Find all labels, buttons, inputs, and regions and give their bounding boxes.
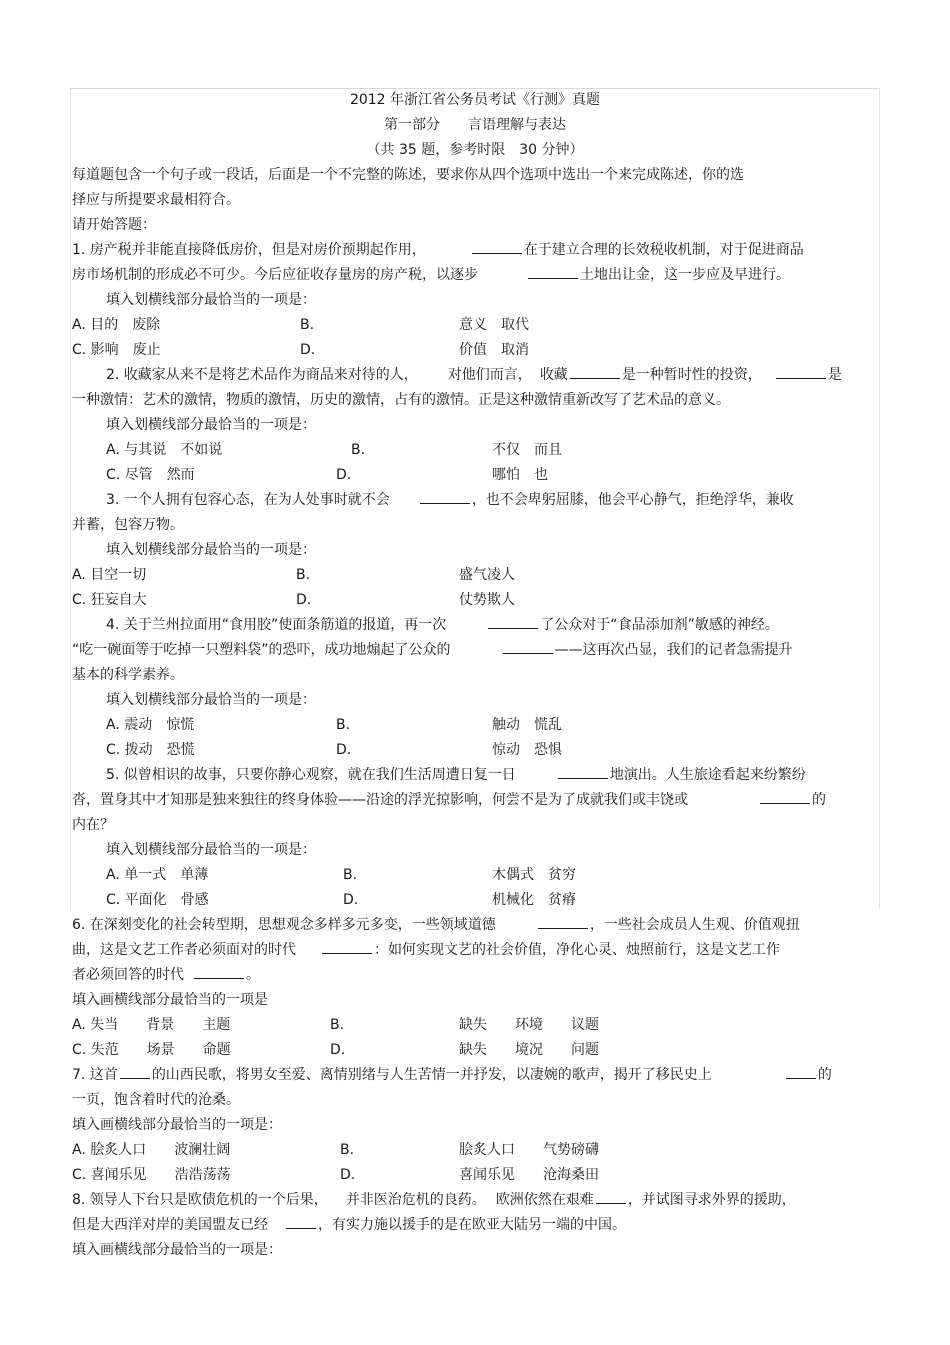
q4-option-c[interactable]: C. 拨动 恐慌 [106, 742, 195, 758]
q3-option-a[interactable]: A. 目空一切 [72, 567, 147, 583]
q3-option-c[interactable]: C. 狂妄自大 [72, 592, 147, 608]
q6-option-a[interactable]: A. 失当 背景 主题 [72, 1017, 231, 1033]
intro-line-1: 每道题包含一个句子或一段话，后面是一个不完整的陈述，要求你从四个选项中选出一个来完成陈述，你的选 [72, 167, 744, 183]
q7-option-c[interactable]: C. 喜闻乐见 浩浩荡荡 [72, 1167, 231, 1183]
q1-option-d-key[interactable]: D. [300, 342, 316, 358]
q2-option-d[interactable]: 哪怕 也 [492, 467, 548, 483]
q4-option-b[interactable]: 触动 慌乱 [492, 717, 562, 733]
q1-option-a[interactable]: A. 目的 废除 [72, 317, 161, 333]
question-3-line-1: 3. 一个人拥有包容心态，在为人处事时就不会 ，也不会卑躬屈膝，他会平心静气，拒绝浮华，兼收 [106, 492, 794, 508]
start-instruction: 请开始答题： [72, 217, 156, 233]
q6-option-b[interactable]: 缺失 环境 议题 [459, 1017, 599, 1033]
q4-option-d-key[interactable]: D. [336, 742, 352, 758]
question-4-prompt: 填入划横线部分最恰当的一项是： [106, 692, 316, 708]
q3-option-d-key[interactable]: D. [296, 592, 312, 608]
question-7-line-1: 7. 这首 的山西民歌，将男女至爱、离情别绪与人生苦情一并抒发，以凄婉的歌声，揭开了移民史上 的 [72, 1067, 832, 1083]
q1-option-c[interactable]: C. 影响 废止 [72, 342, 161, 358]
question-8-line-2: 但是大西洋对岸的美国盟友已经 ，有实力施以援手的是在欧亚大陆另一端的中国。 [72, 1217, 626, 1233]
q6-option-b-key[interactable]: B. [330, 1017, 345, 1033]
q2-option-d-key[interactable]: D. [336, 467, 352, 483]
question-8-prompt: 填入画横线部分最恰当的一项是： [72, 1242, 282, 1258]
question-8-line-1: 8. 领导人下台只是欧债危机的一个后果， 并非医治危机的良药。 欧洲依然在艰难 ，并试图寻求外界的援助， [72, 1192, 796, 1208]
q1-option-b[interactable]: 意义 取代 [459, 317, 529, 333]
question-2-line-1: 2. 收藏家从来不是将艺术品作为商品来对待的人， 对他们而言， 收藏 是一种暂时性的投资， 是 [106, 367, 842, 383]
question-5-line-1: 5. 似曾相识的故事，只要你静心观察，就在我们生活周遭日复一日 地演出。人生旅途看起来纷繁纷 [106, 767, 806, 783]
q7-option-d-key[interactable]: D. [340, 1167, 356, 1183]
q3-option-b-key[interactable]: B. [296, 567, 311, 583]
q4-option-d[interactable]: 惊动 恐惧 [492, 742, 562, 758]
question-5-line-3: 内在？ [72, 817, 114, 833]
q6-option-d[interactable]: 缺失 境况 问题 [459, 1042, 599, 1058]
question-6-line-1: 6. 在深刻变化的社会转型期，思想观念多样多元多变，一些领域道德 ，一些社会成员人生观、价值观扭 [72, 917, 800, 933]
q4-option-b-key[interactable]: B. [336, 717, 351, 733]
question-4-line-1: 4. 关于兰州拉面用“食用胶”使面条筋道的报道，再一次 了公众对于“食品添加剂”敏感的神经。 [106, 617, 779, 633]
q5-option-d-key[interactable]: D. [343, 892, 359, 908]
q7-option-a[interactable]: A. 脍炙人口 波澜壮阔 [72, 1142, 231, 1158]
q7-option-d[interactable]: 喜闻乐见 沧海桑田 [459, 1167, 599, 1183]
q5-option-a[interactable]: A. 单一式 单薄 [106, 867, 209, 883]
q2-option-b-key[interactable]: B. [351, 442, 366, 458]
question-6-line-2: 曲，这是文艺工作者必须面对的时代 ：如何实现文艺的社会价值，净化心灵、烛照前行，这是文艺工作 [72, 942, 780, 958]
question-1-prompt: 填入划横线部分最恰当的一项是： [106, 292, 316, 308]
question-7-prompt: 填入画横线部分最恰当的一项是： [72, 1117, 282, 1133]
section-meta: （共 35 题，参考时限 30 分钟） [366, 142, 584, 158]
q7-option-b-key[interactable]: B. [340, 1142, 355, 1158]
question-3-line-2: 并蓄，包容万物。 [72, 517, 184, 533]
question-7-line-2: 一页，饱含着时代的沧桑。 [72, 1092, 240, 1108]
q5-option-c[interactable]: C. 平面化 骨感 [106, 892, 209, 908]
q3-option-d[interactable]: 仗势欺人 [459, 592, 515, 608]
q2-option-c[interactable]: C. 尽管 然而 [106, 467, 195, 483]
q5-option-b-key[interactable]: B. [343, 867, 358, 883]
q6-option-d-key[interactable]: D. [330, 1042, 346, 1058]
page-title: 2012 年浙江省公务员考试《行测》真题 [349, 92, 601, 108]
q6-option-c[interactable]: C. 失范 场景 命题 [72, 1042, 231, 1058]
question-2-line-2: 一种激情：艺术的激情，物质的激情，历史的激情，占有的激情。正是这种激情重新改写了艺术品的意义。 [72, 392, 730, 408]
q5-option-b[interactable]: 木偶式 贫穷 [492, 867, 576, 883]
q1-option-d[interactable]: 价值 取消 [459, 342, 529, 358]
question-3-prompt: 填入划横线部分最恰当的一项是： [106, 542, 316, 558]
question-5-line-2: 沓，置身其中才知那是独来独往的终身体验——沿途的浮光掠影响，何尝不是为了成就我们或丰饶或 的 [72, 792, 826, 808]
q4-option-a[interactable]: A. 震动 惊慌 [106, 717, 195, 733]
question-6-line-3: 者必须回答的时代 。 [72, 967, 260, 983]
q3-option-b[interactable]: 盛气凌人 [459, 567, 515, 583]
section-heading: 第一部分 言语理解与表达 [384, 117, 566, 133]
q5-option-d[interactable]: 机械化 贫瘠 [492, 892, 576, 908]
question-1-line-1: 1. 房产税并非能直接降低房价，但是对房价预期起作用， 在于建立合理的长效税收机制，对于促进商品 [72, 242, 804, 258]
question-4-line-3: 基本的科学素养。 [72, 667, 184, 683]
question-2-prompt: 填入划横线部分最恰当的一项是： [106, 417, 316, 433]
question-1-line-2: 房市场机制的形成必不可少。今后应征收存量房的房产税，以逐步 土地出让金，这一步应及早进行。 [72, 267, 790, 283]
q2-option-a[interactable]: A. 与其说 不如说 [106, 442, 223, 458]
question-6-prompt: 填入画横线部分最恰当的一项是 [72, 992, 268, 1008]
q1-option-b-key[interactable]: B. [300, 317, 315, 333]
q7-option-b[interactable]: 脍炙人口 气势磅礴 [459, 1142, 599, 1158]
question-5-prompt: 填入划横线部分最恰当的一项是： [106, 842, 316, 858]
intro-line-2: 择应与所提要求最相符合。 [72, 192, 240, 208]
q2-option-b[interactable]: 不仅 而且 [492, 442, 562, 458]
question-4-line-2: “吃一碗面等于吃掉一只塑料袋”的恐吓，成功地煽起了公众的 ——这再次凸显，我们的记者急需提升 [72, 642, 793, 658]
